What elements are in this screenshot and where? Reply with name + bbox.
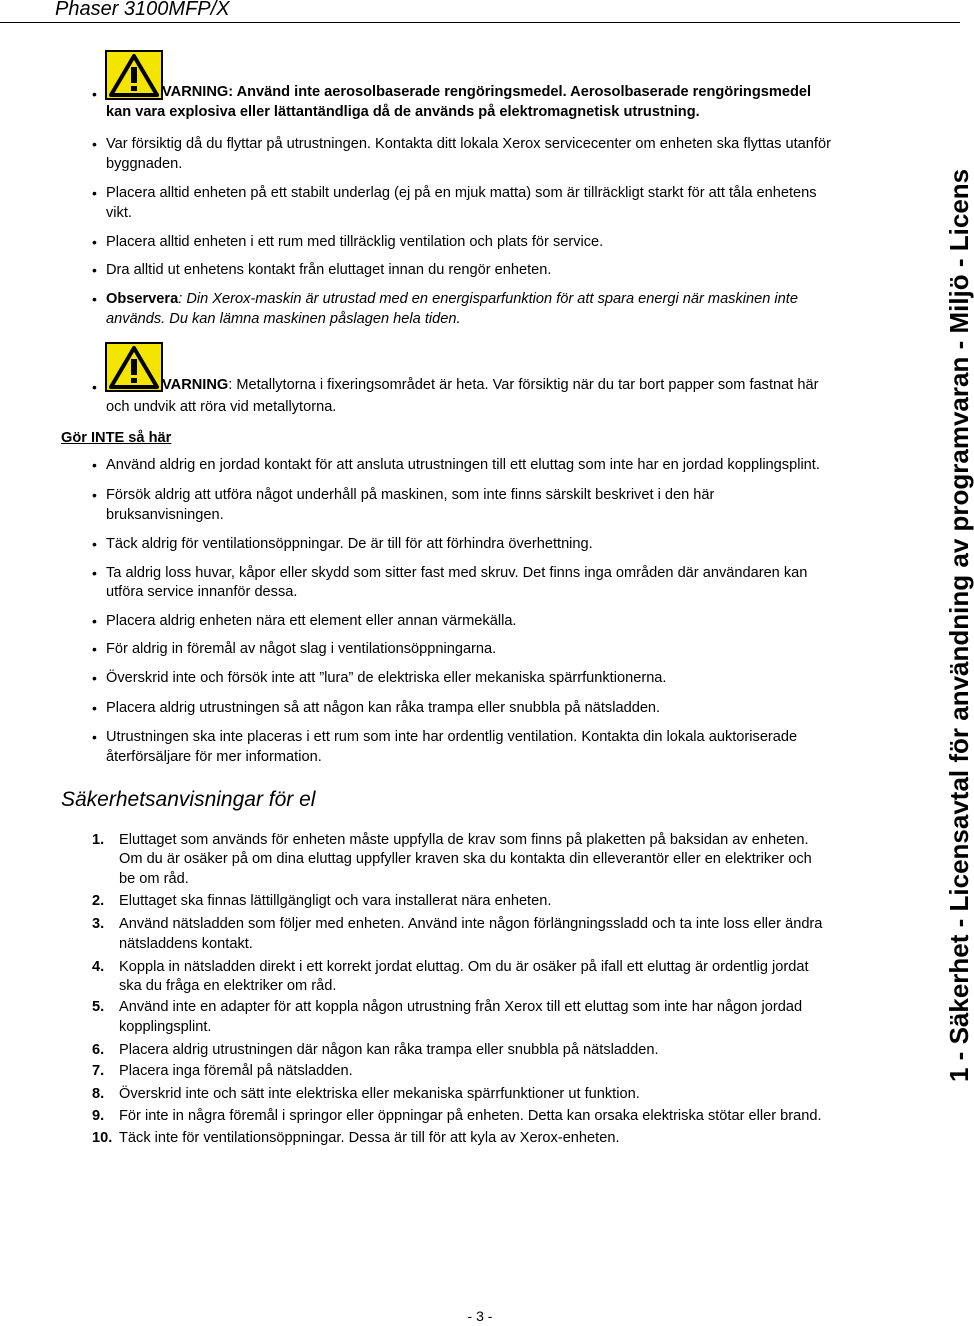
list-item-line: Eluttaget som används för enheten måste uppfylla de krav som finns på plaketten på baksidan av enheten. [119, 832, 809, 848]
warning-text: : Metallytorna i fixeringsområdet är heta. Var försiktig när du tar bort papper som fastnat här [228, 377, 819, 393]
bullet: • [92, 291, 97, 307]
list-item-line: ska du fråga en elektriker om råd. [119, 978, 337, 994]
list-item-line: Placera inga föremål på nätsladden. [119, 1063, 353, 1079]
bullet: • [92, 641, 97, 657]
bullet: • [92, 670, 97, 686]
bullet: • [92, 457, 97, 473]
observera-line2: används. Du kan lämna maskinen påslagen hela tiden. [106, 311, 461, 327]
list-item-line: kopplingsplint. [119, 1019, 212, 1035]
list-number: 8. [92, 1086, 105, 1102]
page-header [0, 0, 960, 22]
list-item-line: nätsladdens kontakt. [119, 936, 253, 952]
list-item-line: Placera aldrig enheten nära ett element eller annan värmekälla. [106, 613, 517, 629]
list-item-line: Koppla in nätsladden direkt i ett korrekt jordat eluttag. Om du är osäker på ifall ett eluttag är ordentlig jordat [119, 959, 809, 975]
list-item-line: Placera aldrig utrustningen så att någon kan råka trampa eller snubbla på nätsladden. [106, 700, 661, 716]
list-item-line: Försök aldrig att utföra något underhåll på maskinen, som inte finns särskilt beskrivet i den här [106, 487, 715, 503]
bullet: • [92, 700, 97, 716]
warning-aerosol-line1: VARNING: Använd inte aerosolbaserade rengöringsmedel. Aerosolbaserade rengöringsmedel [162, 84, 812, 100]
page-number: - 3 - [467, 1308, 493, 1324]
list-item-line: Var försiktig då du flyttar på utrustningen. Kontakta ditt lokala Xerox servicecenter om enheten ska flyttas utanför [106, 136, 831, 152]
observera-text: : Din Xerox-maskin är utrustad med en energisparfunktion för att spara energi när maskinen inte [178, 291, 798, 307]
list-item-line: Dra alltid ut enhetens kontakt från eluttaget innan du rengör enheten. [106, 262, 552, 278]
section-heading-electrical: Säkerhetsanvisningar för el [61, 788, 316, 811]
list-number: 3. [92, 916, 105, 932]
list-item-line: Använd aldrig en jordad kontakt för att ansluta utrustningen till ett eluttag som inte har en jordad kopplingsplint. [106, 457, 820, 473]
list-number: 7. [92, 1063, 105, 1079]
bullet: • [92, 729, 97, 745]
section-heading-dont: Gör INTE så här [61, 430, 172, 446]
list-item-line: Täck inte för ventilationsöppningar. Dessa är till för att kyla av Xerox-enheten. [119, 1130, 620, 1146]
warning-hot-line1 [162, 375, 818, 395]
list-item-line: Utrustningen ska inte placeras i ett rum som inte har ordentlig ventilation. Kontakta din lokala auktoriserade [106, 729, 798, 745]
list-item-line: Om du är osäker på om dina eluttag uppfyller kraven ska du kontakta din elleverantör eller en elektriker och [119, 851, 812, 867]
list-number: 4. [92, 959, 105, 975]
bullet: • [92, 185, 97, 201]
list-item-line: utföra service innanför dessa. [106, 584, 298, 600]
list-number: 6. [92, 1042, 105, 1058]
list-item-line: Placera alltid enheten på ett stabilt underlag (ej på en mjuk matta) som är tillräckligt starkt för att tåla enhetens [106, 185, 817, 201]
list-item-line: Överskrid inte och försök inte att ”lura” de elektriska eller mekaniska spärrfunktionerna. [106, 670, 667, 686]
bullet: • [92, 565, 97, 581]
list-item-line: be om råd. [119, 871, 189, 887]
list-item-line: För inte in några föremål i springor eller öppningar på enheten. Detta kan orsaka elektriska stötar eller brand. [119, 1108, 822, 1124]
list-item-line: återförsäljare för mer information. [106, 749, 322, 765]
bullet: • [92, 234, 97, 250]
list-item-line: Använd nätsladden som följer med enheten. Använd inte någon förlängningssladd och ta inte loss eller ändra [119, 916, 823, 932]
warning-hot-line2: och undvik att röra vid metallytorna. [106, 399, 337, 415]
list-item-line: Placera alltid enheten i ett rum med tillräcklig ventilation och plats för service. [106, 234, 604, 250]
list-number: 9. [92, 1108, 105, 1124]
observera-label: Observera [106, 291, 179, 307]
list-item-line: Överskrid inte och sätt inte elektriska eller mekaniska spärrfunktioner ut funktion. [119, 1086, 640, 1102]
document-title: Phaser 3100MFP/X [55, 0, 230, 20]
list-item-line: Placera aldrig utrustningen där någon kan råka trampa eller snubbla på nätsladden. [119, 1042, 659, 1058]
warning-aerosol-line2: kan vara explosiva eller lättantändliga då de används på elektromagnetisk utrustning. [106, 104, 700, 120]
chapter-side-title: 1 - Säkerhet - Licensavtal för användning av programvaran - Miljö - Licens [944, 168, 974, 1082]
list-item-line: byggnaden. [106, 156, 183, 172]
header-rule [0, 22, 960, 23]
list-item-line: Täck aldrig för ventilationsöppningar. De är till för att förhindra överhettning. [106, 536, 593, 552]
warning-triangle-icon [106, 343, 162, 391]
bullet: • [92, 262, 97, 278]
list-item-line: Använd inte en adapter för att koppla någon utrustning från Xerox till ett eluttag som inte har någon jordad [119, 999, 803, 1015]
list-number: 2. [92, 893, 105, 909]
observera-line1 [106, 289, 798, 309]
bullet: • [92, 487, 97, 503]
bullet: • [92, 379, 97, 395]
list-item-line: Ta aldrig loss huvar, kåpor eller skydd som sitter fast med skruv. Det finns inga områden där användaren kan [106, 565, 808, 581]
list-item-line: Eluttaget ska finnas lättillgängligt och vara installerat nära enheten. [119, 893, 552, 909]
list-number: 1. [92, 832, 105, 848]
list-item-line: vikt. [106, 205, 132, 221]
list-number: 10. [92, 1130, 113, 1146]
list-number: 5. [92, 999, 105, 1015]
bullet: • [92, 536, 97, 552]
warning-triangle-icon [106, 51, 162, 99]
list-item-line: bruksanvisningen. [106, 507, 224, 523]
warning-label: VARNING [162, 377, 229, 393]
list-item-line: För aldrig in föremål av något slag i ventilationsöppningarna. [106, 641, 497, 657]
bullet: • [92, 136, 97, 152]
bullet: • [92, 86, 97, 102]
bullet: • [92, 613, 97, 629]
